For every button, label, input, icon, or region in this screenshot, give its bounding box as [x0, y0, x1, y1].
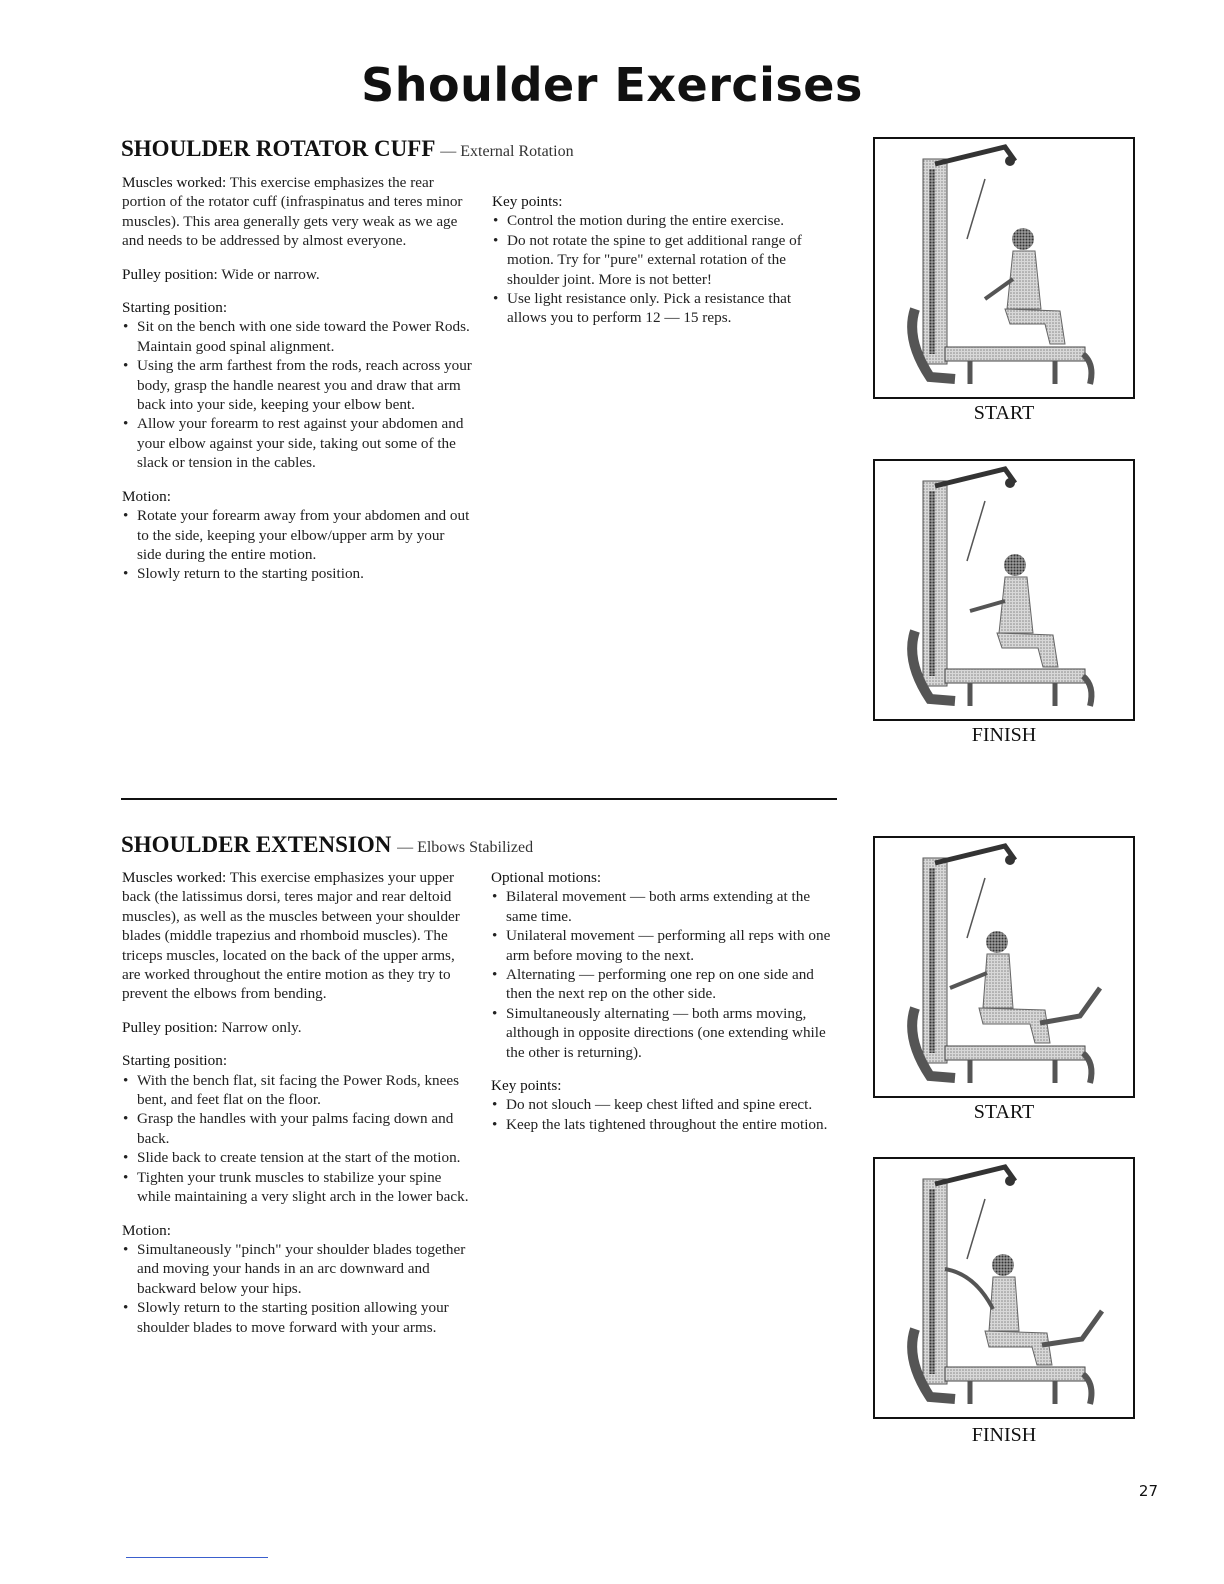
pulley-position — [122, 265, 472, 284]
optional-motions-list — [491, 887, 843, 1062]
gym-machine-image — [875, 1159, 1133, 1417]
list-item: • Alternating — performing one rep on one side and then the next rep on the other side. — [491, 965, 843, 1004]
rotator-cuff-finish-photo — [873, 459, 1135, 721]
motion-list — [122, 506, 472, 584]
list-item: • Grasp the handles with your palms facing down and back. — [122, 1109, 474, 1148]
key-points-list — [491, 1095, 843, 1134]
rotator-cuff-right-column — [492, 192, 832, 342]
list-item: • Do not slouch — keep chest lifted and spine erect. — [491, 1095, 843, 1114]
list-item: • Sit on the bench with one side toward the Power Rods. Maintain good spinal alignment. — [122, 317, 472, 356]
section-divider — [121, 798, 837, 800]
list-item: • Slowly return to the starting position. — [122, 564, 472, 583]
finish-caption: FINISH — [971, 1424, 1037, 1446]
section-title-extension — [121, 832, 533, 858]
list-item: • Using the arm farthest from the rods, reach across your body, grasp the handle nearest you and draw that arm back into your side, keeping your elbow bent. — [122, 356, 472, 414]
pulley-position-text: Narrow only. — [221, 1018, 302, 1036]
list-item: • Unilateral movement — performing all reps with one arm before moving to the next. — [491, 926, 843, 965]
extension-left-column — [122, 868, 474, 1351]
muscles-worked-label: Muscles worked: — [122, 174, 227, 191]
page-title: Shoulder Exercises — [361, 58, 863, 112]
key-points-list — [492, 211, 832, 327]
starting-position-list — [122, 1071, 474, 1207]
gym-machine-image — [875, 139, 1133, 397]
section-title-text: SHOULDER ROTATOR CUFF — [121, 136, 435, 161]
gym-machine-image — [875, 838, 1133, 1096]
list-item: • Simultaneously alternating — both arms moving, although in opposite directions (one extending while the other is returning). — [491, 1004, 843, 1062]
section-subtitle: — External Rotation — [440, 143, 574, 160]
muscles-worked — [122, 868, 474, 1004]
start-caption: START — [973, 402, 1035, 424]
section-subtitle: — Elbows Stabilized — [397, 839, 534, 856]
list-item: • Bilateral movement — both arms extending at the same time. — [491, 887, 843, 926]
motion-label: Motion: — [122, 1221, 171, 1239]
pulley-position-text: Wide or narrow. — [221, 265, 320, 283]
muscles-worked-text: This exercise emphasizes your upper back (the latissimus dorsi, teres major and rear deltoid muscles), as well as the muscles between your shoulder blades (middle trapezius and rhomboid muscles). The triceps muscles, located on the back of the upper arms, are worked throughout the entire motion as they try to prevent the elbows from bending. — [122, 869, 460, 1003]
muscles-worked-text: This exercise emphasizes the rear portion of the rotator cuff (infraspinatus and teres minor muscles). This area generally gets very weak as we age and needs to be addressed by almost everyone. — [122, 174, 463, 250]
motion-list — [122, 1240, 474, 1337]
list-item: • Tighten your trunk muscles to stabilize your spine while maintaining a very slight arch in the lower back. — [122, 1168, 474, 1207]
extension-finish-photo — [873, 1157, 1135, 1419]
section-title-rotator-cuff — [121, 136, 574, 162]
extension-right-column — [491, 868, 843, 1148]
list-item: • Do not rotate the spine to get additional range of motion. Try for "pure" external rotation of the shoulder joint. More is not better! — [492, 231, 832, 289]
motion-label: Motion: — [122, 487, 171, 505]
muscles-worked — [122, 173, 472, 251]
pulley-position-label: Pulley position: — [122, 265, 218, 283]
extension-start-photo — [873, 836, 1135, 1098]
list-item: • With the bench flat, sit facing the Power Rods, knees bent, and feet flat on the floor. — [122, 1071, 474, 1110]
list-item: • Use light resistance only. Pick a resistance that allows you to perform 12 — 15 reps. — [492, 289, 832, 328]
list-item: • Simultaneously "pinch" your shoulder blades together and moving your hands in an arc downward and backward below your hips. — [122, 1240, 474, 1298]
list-item: • Slide back to create tension at the start of the motion. — [122, 1148, 474, 1167]
list-item: • Keep the lats tightened throughout the entire motion. — [491, 1115, 843, 1134]
list-item: • Control the motion during the entire exercise. — [492, 211, 832, 230]
page-number: 27 — [1138, 1482, 1158, 1500]
key-points-label: Key points: — [492, 193, 563, 210]
list-item: • Slowly return to the starting position allowing your shoulder blades to move forward with your arms. — [122, 1298, 474, 1337]
finish-caption: FINISH — [971, 724, 1037, 746]
starting-position-label: Starting position: — [122, 299, 228, 317]
pulley-position — [122, 1018, 474, 1037]
pulley-position-label: Pulley position: — [122, 1018, 218, 1036]
rotator-cuff-start-photo — [873, 137, 1135, 399]
rotator-cuff-left-column — [122, 173, 472, 598]
muscles-worked-label: Muscles worked: — [122, 869, 227, 886]
starting-position-list — [122, 317, 472, 472]
optional-motions-label: Optional motions: — [491, 869, 602, 886]
gym-machine-image — [875, 461, 1133, 719]
starting-position-label: Starting position: — [122, 1052, 228, 1070]
footer-rule — [126, 1557, 268, 1558]
list-item: • Allow your forearm to rest against your abdomen and your elbow against your side, taking out some of the slack or tension in the cables. — [122, 414, 472, 472]
key-points-label: Key points: — [491, 1077, 562, 1095]
section-title-text: SHOULDER EXTENSION — [121, 832, 392, 857]
start-caption: START — [973, 1101, 1035, 1123]
list-item: • Rotate your forearm away from your abdomen and out to the side, keeping your elbow/upper arm by your side during the entire motion. — [122, 506, 472, 564]
